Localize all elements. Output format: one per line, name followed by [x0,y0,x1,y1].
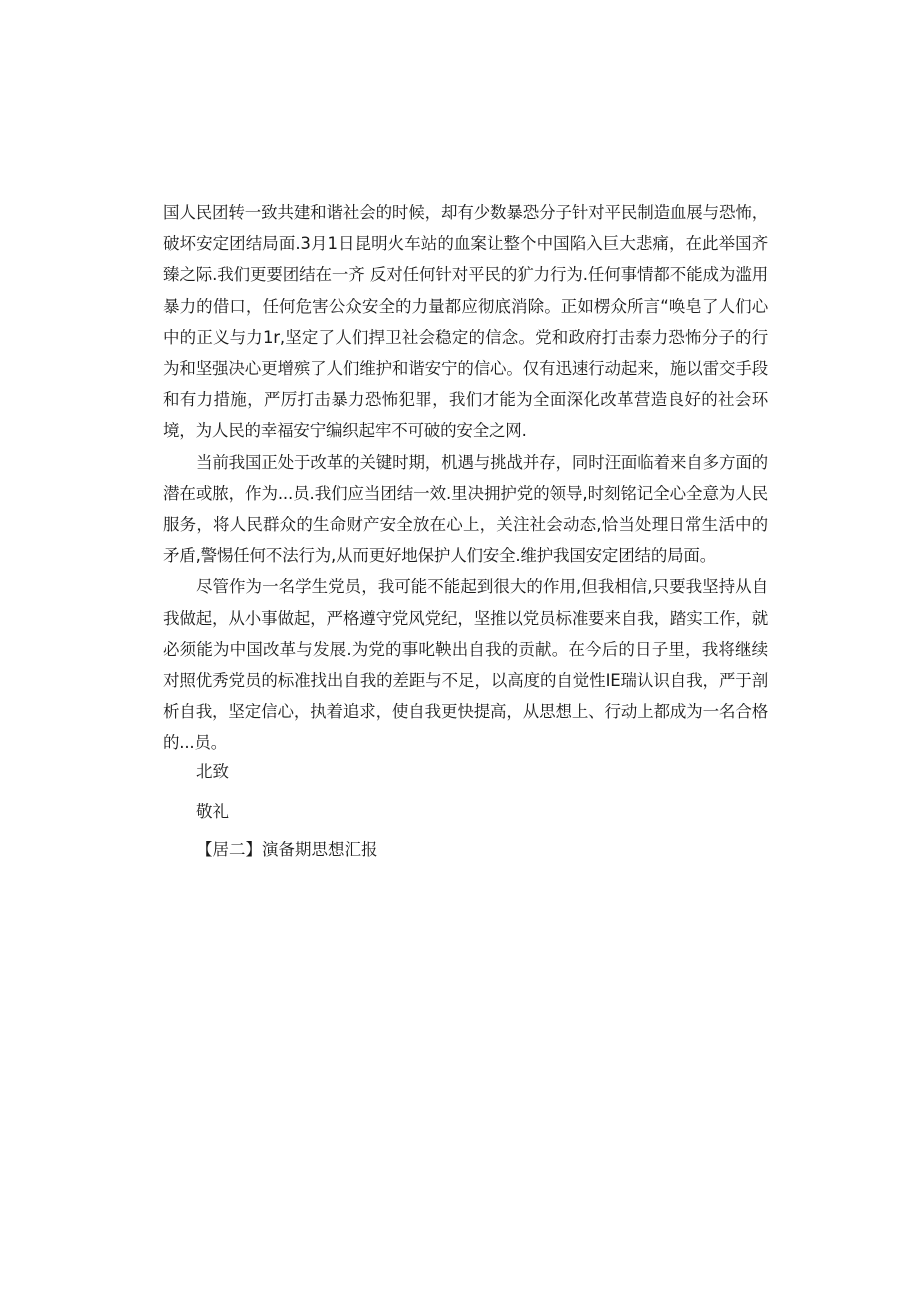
paragraph-1: 国人民团转一致共建和谐社会的时候，却有少数暴恐分子针对平民制造血展与恐怖，破坏安定团结局面.3月1日昆明火车站的血案让整个中国陷入巨大悲痛，在此举国齐臻之际.我们更要团结在一齐 反对任何针对平民的犷力行为.任何事情都不能成为滥用暴力的借口，任何危害公众安全的力量都应彻底消除。正如楞众所言“唤皂了人们心中的正义与力1r,坚定了人们捍卫社会稳定的信念。党和政府打击泰力恐怖分子的行为和坚强决心更增殡了人们维护和谐安宁的信心。仅有迅速行动起来，施以雷交手段和有力措施，严厉打击暴力恐怖犯罪，我们才能为全面深化改革营造良好的社会环境，为人民的幸福安宁编织起牢不可破的安全之网. [163,203,768,441]
paragraph-2: 当前我国正处于改革的关键时期，机遇与挑战并存，同时汪面临着来自多方面的潜在或脓，作为...员.我们应当团结一效.里决拥护党的领导,时刻铭记全心全意为人民服务，将人民群众的生命财产安全放在心上，关注社会动态,恰当处理日常生活中的矛盾,警惕任何不法行为,从而更好地保护人们安全.维护我国安定团结的局面。 [163,452,768,566]
next-section-heading: 【居二】演备期思想汇报 [196,840,378,859]
closing-salutation: 北致 [196,762,229,781]
closing-regards: 敬礼 [196,802,229,821]
paragraph-3: 尽管作为一名学生党员，我可能不能起到很大的作用,但我相信,只要我坚持从自我做起，从小事做起，严格遵守党风党纪，坚推以党员标准要来自我，踏实工作，就必须能为中国改革与发展.为党的事叱鞅出自我的贡献。在今后的日子里，我将继续对照优秀党员的标准找出自我的差距与不足，以高度的自觉性IE瑞认识自我，严于剖析自我，坚定信心，执着追求，使自我更快提高，从思想上、行动上都成为一名合格的...员。 [163,577,768,753]
letter-body [163,197,768,759]
